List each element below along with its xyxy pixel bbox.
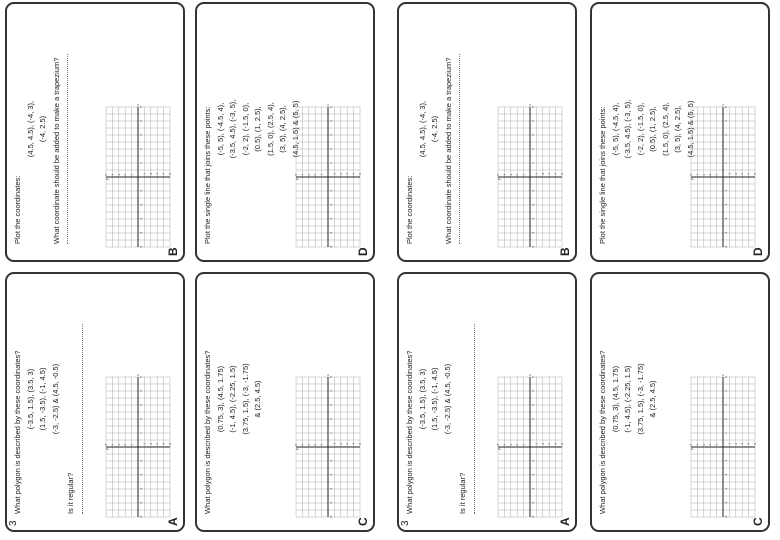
y-tick-label: 4 — [300, 173, 305, 176]
coordinate-list: (-3.5, 4.5), (-3, 5), — [228, 99, 237, 159]
y-tick-label: 2 — [515, 173, 520, 176]
x-tick-label: 4 — [329, 390, 333, 392]
card-content — [199, 6, 371, 258]
y-tick-label: -5 — [560, 442, 564, 446]
x-tick-label: -2 — [329, 473, 333, 477]
card-content — [401, 6, 573, 258]
x-tick-label: -1 — [329, 459, 333, 463]
question: Plot the single line that joins these points: — [598, 106, 607, 244]
regular-question: Is it regular? — [66, 472, 75, 514]
y-tick-label: 4 — [695, 443, 700, 446]
y-tick-label: 5 — [104, 443, 108, 446]
y-tick-label: 3 — [306, 173, 311, 176]
y-tick-label: 3 — [508, 173, 513, 176]
x-tick-label: 5 — [139, 106, 143, 108]
x-tick-label: 5 — [724, 376, 728, 378]
y-tick-label: 5 — [496, 173, 500, 176]
x-tick-label: -2 — [724, 203, 728, 207]
card-content — [594, 6, 766, 258]
x-tick-label: -5 — [531, 245, 535, 249]
y-tick-label: 1 — [319, 173, 324, 176]
y-tick-label: -1 — [332, 442, 337, 446]
coordinate-list: (-3.5, 1.5), (3.5, 3) — [25, 368, 35, 430]
coordinate-list: (3, 5), (4, 2.5), — [278, 105, 287, 153]
card-content — [9, 276, 181, 528]
x-tick-label: 5 — [531, 376, 535, 378]
x-tick-label: 2 — [139, 418, 143, 420]
x-tick-label: -4 — [329, 501, 333, 505]
x-tick-label: 2 — [724, 148, 728, 150]
y-tick-label: -5 — [358, 172, 362, 176]
y-tick-label: -4 — [161, 172, 166, 176]
coordinate-grid — [293, 102, 363, 252]
coordinate-list: (-4, 2.5) — [38, 115, 47, 143]
x-tick-label: 3 — [531, 134, 535, 136]
worksheet-card — [397, 272, 577, 532]
answer-line[interactable] — [65, 54, 68, 244]
x-tick-label: -2 — [139, 473, 143, 477]
regular-question: Is it regular? — [458, 472, 467, 514]
y-tick-label: 1 — [714, 443, 719, 446]
coordinate-list: (4.5, 1.5) & (5, 5) — [685, 100, 695, 158]
x-tick-label: 5 — [329, 376, 333, 378]
y-axis-label: y — [497, 178, 501, 180]
x-tick-label: -4 — [724, 501, 728, 505]
y-tick-label: 2 — [313, 173, 318, 176]
y-tick-label: -5 — [753, 442, 757, 446]
x-tick-label: -4 — [531, 501, 535, 505]
answer-line[interactable] — [457, 54, 460, 244]
y-tick-label: 5 — [104, 173, 108, 176]
y-tick-label: 1 — [319, 443, 324, 446]
coordinate-list: (-2, 2), (-1.5, 0), — [240, 102, 250, 156]
x-tick-label: 4 — [329, 120, 333, 122]
question-text — [598, 284, 658, 514]
y-tick-label: -5 — [358, 442, 362, 446]
coordinate-list: (3.75, 1.5), (-3, -1.75) — [635, 363, 645, 435]
x-tick-label: 1 — [531, 162, 535, 164]
y-tick-label: 1 — [521, 173, 526, 176]
x-tick-label: -3 — [329, 487, 333, 491]
coordinate-list: (1.5, -3.5), (-1, 4.5) — [38, 367, 47, 431]
y-tick-label: 5 — [689, 443, 693, 446]
y-tick-label: 3 — [701, 173, 706, 176]
x-tick-label: 5 — [139, 376, 143, 378]
y-tick-label: 3 — [116, 173, 121, 176]
y-tick-label: -1 — [142, 172, 147, 176]
x-tick-label: -5 — [724, 245, 728, 249]
y-tick-label: -3 — [155, 442, 160, 446]
card-letter: D — [356, 247, 370, 256]
x-axis-label: x — [136, 104, 140, 106]
coordinate-grid — [103, 102, 173, 252]
x-tick-label: 1 — [139, 162, 143, 164]
x-tick-label: 4 — [724, 120, 728, 122]
question-text — [598, 14, 695, 244]
y-tick-label: 3 — [116, 443, 121, 446]
y-tick-label: -2 — [733, 172, 738, 176]
question-text — [405, 284, 475, 514]
question: What polygon is described by these coordinates? — [13, 350, 22, 514]
y-tick-label: 2 — [515, 443, 520, 446]
card-letter: C — [751, 517, 765, 526]
coordinate-grid — [688, 102, 758, 252]
question: What polygon is described by these coordinates? — [598, 350, 607, 514]
card-number: 3 — [8, 520, 19, 526]
coordinate-list: (1.5, 0), (2.5, 4), — [660, 102, 670, 156]
card-content — [9, 6, 181, 258]
y-tick-label: -2 — [540, 442, 545, 446]
coordinate-list: (1.5, 0), (2.5, 4), — [265, 102, 275, 156]
y-tick-label: 1 — [714, 173, 719, 176]
x-tick-label: 3 — [139, 134, 143, 136]
y-tick-label: 3 — [701, 443, 706, 446]
y-tick-label: 5 — [294, 173, 298, 176]
question: Plot the single line that joins these points: — [203, 106, 212, 244]
x-tick-label: -5 — [329, 245, 333, 249]
y-tick-label: 2 — [708, 173, 713, 176]
answer-line[interactable] — [80, 324, 83, 514]
x-tick-label: 1 — [724, 432, 728, 434]
y-tick-label: -1 — [727, 442, 732, 446]
worksheet-card — [590, 272, 770, 532]
y-tick-label: 5 — [496, 443, 500, 446]
y-tick-label: -5 — [753, 172, 757, 176]
x-tick-label: -1 — [724, 459, 728, 463]
y-tick-label: 5 — [294, 443, 298, 446]
worksheet-card — [590, 2, 770, 262]
x-axis-label: x — [721, 104, 725, 106]
x-tick-label: -5 — [329, 515, 333, 519]
worksheet-card — [195, 2, 375, 262]
x-tick-label: -2 — [531, 203, 535, 207]
coordinate-list: (1.5, -3.5), (-1, 4.5) — [430, 367, 439, 431]
coordinate-list: & (2.5, 4.5) — [648, 380, 657, 418]
y-tick-label: -3 — [547, 172, 552, 176]
follow-up-question: What coordinate should be added to make a trapezium? — [51, 57, 61, 244]
x-tick-label: 4 — [531, 120, 535, 122]
y-axis-label: y — [295, 178, 299, 180]
x-tick-label: 4 — [531, 390, 535, 392]
x-tick-label: 1 — [329, 432, 333, 434]
card-letter: D — [751, 247, 765, 256]
x-axis-label: x — [326, 104, 330, 106]
x-tick-label: -1 — [139, 189, 143, 193]
x-tick-label: 3 — [329, 404, 333, 406]
card-letter: C — [356, 517, 370, 526]
y-tick-label: -5 — [168, 172, 172, 176]
x-tick-label: 2 — [329, 418, 333, 420]
coordinate-list: (-1, 4.5), (-2.25, 1.5) — [623, 365, 632, 433]
x-tick-label: 3 — [531, 404, 535, 406]
question-text — [203, 14, 300, 244]
coordinate-list: (-2, 2), (-1.5, 0), — [635, 102, 645, 156]
y-tick-label: -1 — [534, 172, 539, 176]
x-tick-label: -4 — [531, 231, 535, 235]
x-tick-label: -4 — [329, 231, 333, 235]
y-tick-label: -3 — [740, 442, 745, 446]
x-tick-label: 3 — [724, 404, 728, 406]
y-tick-label: 5 — [689, 173, 693, 176]
x-tick-label: 5 — [531, 106, 535, 108]
x-tick-label: 3 — [139, 404, 143, 406]
y-tick-label: -3 — [345, 172, 350, 176]
question-text — [203, 284, 263, 514]
x-tick-label: -2 — [724, 473, 728, 477]
y-axis-label: y — [497, 448, 501, 450]
x-tick-label: -5 — [531, 515, 535, 519]
question-text — [13, 284, 83, 514]
y-tick-label: 1 — [129, 173, 134, 176]
y-tick-label: -4 — [161, 442, 166, 446]
coordinate-list: (-5, 5), (-4.5, 4), — [215, 102, 225, 156]
x-tick-label: -1 — [531, 459, 535, 463]
x-tick-label: -1 — [139, 459, 143, 463]
x-tick-label: 3 — [724, 134, 728, 136]
card-number: 3 — [400, 520, 411, 526]
card-content — [594, 276, 766, 528]
question: Plot the coordinates: — [405, 175, 414, 244]
x-tick-label: 4 — [724, 390, 728, 392]
card-content — [401, 276, 573, 528]
worksheet-card — [5, 2, 185, 262]
x-tick-label: -3 — [139, 217, 143, 221]
coordinate-list: (-1, 4.5), (-2.25, 1.5) — [228, 365, 237, 433]
x-axis-label: x — [136, 374, 140, 376]
x-axis-label: x — [721, 374, 725, 376]
card-content — [199, 276, 371, 528]
worksheet-card — [397, 2, 577, 262]
x-tick-label: -1 — [724, 189, 728, 193]
coordinate-list: & (2.5, 4.5) — [253, 380, 262, 418]
x-tick-label: -3 — [724, 217, 728, 221]
x-tick-label: 2 — [329, 148, 333, 150]
coordinate-grid — [293, 372, 363, 522]
x-tick-label: -5 — [139, 245, 143, 249]
x-tick-label: -1 — [329, 189, 333, 193]
y-tick-label: 4 — [110, 443, 115, 446]
coordinate-grid — [103, 372, 173, 522]
y-tick-label: -2 — [148, 172, 153, 176]
x-tick-label: -3 — [139, 487, 143, 491]
question: Plot the coordinates: — [13, 175, 22, 244]
y-tick-label: -4 — [351, 442, 356, 446]
coordinate-list: (-3.5, 1.5), (3.5, 3) — [417, 368, 427, 430]
y-tick-label: -1 — [142, 442, 147, 446]
y-tick-label: -3 — [345, 442, 350, 446]
x-axis-label: x — [528, 104, 532, 106]
x-axis-label: x — [528, 374, 532, 376]
x-tick-label: -4 — [139, 231, 143, 235]
x-tick-label: -5 — [139, 515, 143, 519]
coordinate-list: (4.5, 4.5), (-4, 3), — [25, 100, 35, 158]
y-tick-label: -2 — [338, 172, 343, 176]
y-tick-label: 1 — [129, 443, 134, 446]
question: What polygon is described by these coordinates? — [203, 350, 212, 514]
x-tick-label: -2 — [139, 203, 143, 207]
y-tick-label: 4 — [695, 173, 700, 176]
follow-up-question: What coordinate should be added to make a trapezium? — [443, 57, 453, 244]
x-tick-label: 5 — [329, 106, 333, 108]
y-tick-label: -1 — [727, 172, 732, 176]
x-tick-label: -2 — [329, 203, 333, 207]
y-tick-label: -5 — [560, 172, 564, 176]
x-tick-label: -4 — [139, 501, 143, 505]
card-letter: B — [166, 247, 180, 256]
question-text — [13, 14, 68, 244]
coordinate-list: (-3, -2.5) & (4.5, -0.5) — [50, 363, 60, 435]
coordinate-list: (0.75, 3), (4.5, 1.75) — [610, 365, 620, 433]
question: What polygon is described by these coordinates? — [405, 350, 414, 514]
x-tick-label: 1 — [724, 162, 728, 164]
coordinate-list: (0.75, 3), (4.5, 1.75) — [215, 365, 225, 433]
x-tick-label: 1 — [329, 162, 333, 164]
coordinate-list: (-4, 2.5) — [430, 115, 439, 143]
y-tick-label: -3 — [547, 442, 552, 446]
x-tick-label: -4 — [724, 231, 728, 235]
y-tick-label: 4 — [502, 173, 507, 176]
y-tick-label: -4 — [553, 172, 558, 176]
y-tick-label: 1 — [521, 443, 526, 446]
y-tick-label: -2 — [338, 442, 343, 446]
coordinate-list: (0.5), (1, 2.5), — [253, 106, 262, 152]
coordinate-grid — [495, 102, 565, 252]
y-tick-label: -3 — [155, 172, 160, 176]
x-tick-label: 4 — [139, 120, 143, 122]
coordinate-list: (4.5, 4.5), (-4, 3), — [417, 100, 427, 158]
x-tick-label: -3 — [724, 487, 728, 491]
card-letter: A — [166, 517, 180, 526]
y-tick-label: -5 — [168, 442, 172, 446]
x-tick-label: 2 — [531, 148, 535, 150]
y-tick-label: -4 — [351, 172, 356, 176]
x-tick-label: 5 — [724, 106, 728, 108]
y-tick-label: 3 — [306, 443, 311, 446]
y-axis-label: y — [105, 448, 109, 450]
y-tick-label: 4 — [300, 443, 305, 446]
y-axis-label: y — [295, 448, 299, 450]
y-axis-label: y — [690, 178, 694, 180]
x-tick-label: -5 — [724, 515, 728, 519]
x-tick-label: 2 — [724, 418, 728, 420]
y-tick-label: -1 — [534, 442, 539, 446]
coordinate-list: (3.75, 1.5), (-3, -1.75) — [240, 363, 250, 435]
x-tick-label: 3 — [329, 134, 333, 136]
x-tick-label: -1 — [531, 189, 535, 193]
card-letter: A — [558, 517, 572, 526]
x-tick-label: 1 — [531, 432, 535, 434]
x-tick-label: -3 — [531, 487, 535, 491]
y-tick-label: -4 — [746, 172, 751, 176]
y-tick-label: 2 — [123, 443, 128, 446]
coordinate-list: (-3, -2.5) & (4.5, -0.5) — [442, 363, 452, 435]
y-tick-label: 4 — [110, 173, 115, 176]
coordinate-list: (3, 5), (4, 2.5), — [673, 105, 682, 153]
y-tick-label: -2 — [148, 442, 153, 446]
x-axis-label: x — [326, 374, 330, 376]
coordinate-list: (4.5, 1.5) & (5, 5) — [290, 100, 300, 158]
card-letter: B — [558, 247, 572, 256]
y-tick-label: 2 — [123, 173, 128, 176]
y-tick-label: -4 — [746, 442, 751, 446]
x-tick-label: 4 — [139, 390, 143, 392]
y-tick-label: -3 — [740, 172, 745, 176]
question-text — [405, 14, 460, 244]
y-axis-label: y — [690, 448, 694, 450]
x-tick-label: -2 — [531, 473, 535, 477]
coordinate-list: (0.5), (1, 2.5), — [648, 106, 657, 152]
y-tick-label: -1 — [332, 172, 337, 176]
y-tick-label: -2 — [540, 172, 545, 176]
x-tick-label: 1 — [139, 432, 143, 434]
y-tick-label: 3 — [508, 443, 513, 446]
y-axis-label: y — [105, 178, 109, 180]
worksheet-card — [195, 272, 375, 532]
x-tick-label: -3 — [329, 217, 333, 221]
coordinate-list: (-5, 5), (-4.5, 4), — [610, 102, 620, 156]
coordinate-grid — [688, 372, 758, 522]
x-tick-label: -3 — [531, 217, 535, 221]
y-tick-label: -4 — [553, 442, 558, 446]
y-tick-label: 2 — [708, 443, 713, 446]
worksheet-card — [5, 272, 185, 532]
y-tick-label: 4 — [502, 443, 507, 446]
x-tick-label: 2 — [139, 148, 143, 150]
coordinate-grid — [495, 372, 565, 522]
answer-line[interactable] — [472, 324, 475, 514]
coordinate-list: (-3.5, 4.5), (-3, 5), — [623, 99, 632, 159]
y-tick-label: 2 — [313, 443, 318, 446]
y-tick-label: -2 — [733, 442, 738, 446]
x-tick-label: 2 — [531, 418, 535, 420]
